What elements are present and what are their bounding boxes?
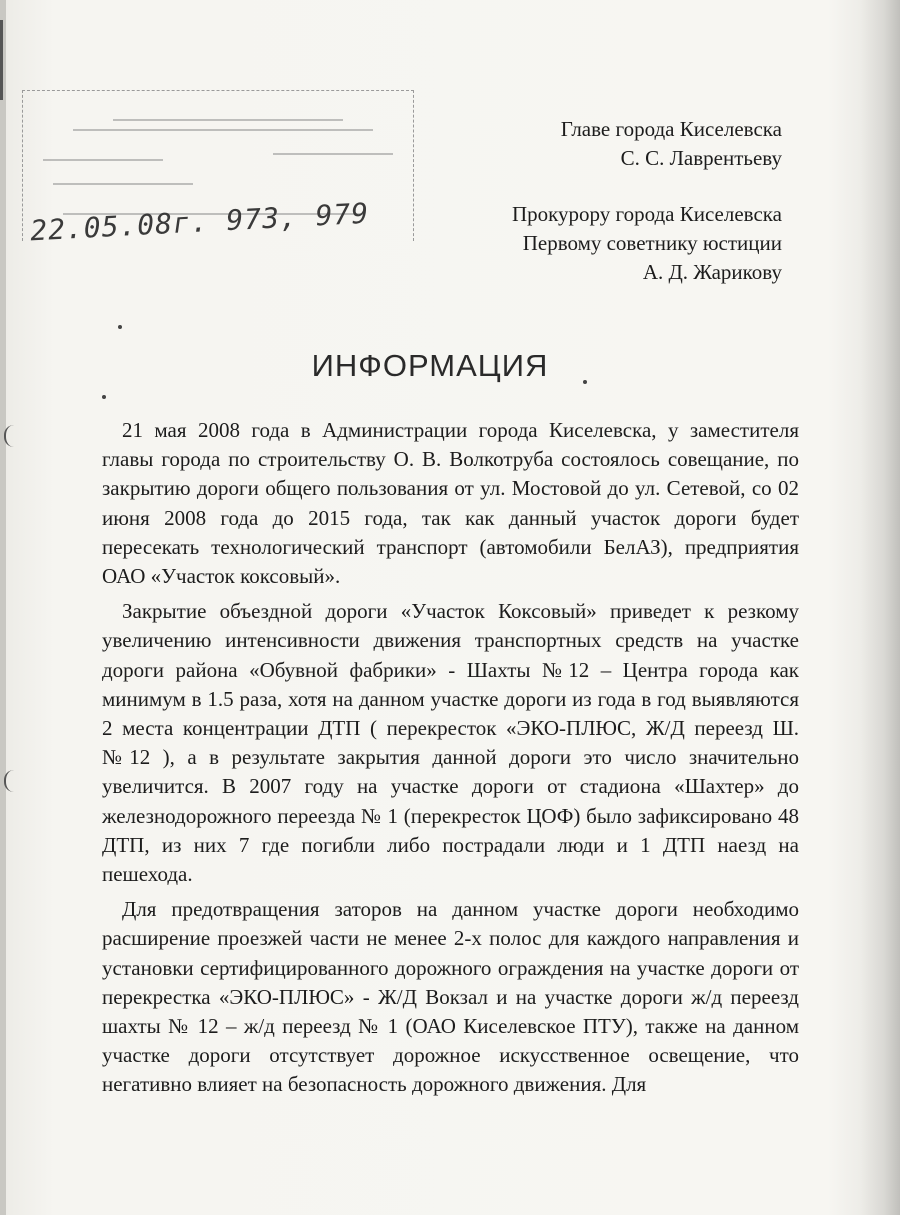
scan-mark — [4, 425, 16, 447]
paragraph: Для предотвращения заторов на данном участке дороги необходимо расширение проезжей части не менее 2-х полос для каждого направления и установки сертифицированного дорожного ограждения на участке дороги от перекрестка «ЭКО-ПЛЮС» - Ж/Д Вокзал и на участке дороги ж/д переезд шахты № 12 – ж/д переезд № 1 (ОАО Киселевское ПТУ), также на данном участке дороги отсутствует дорожное искусственное освещение, что негативно влияет на безопасность дорожного движения. Для — [102, 897, 799, 1097]
addressee-line: С. С. Лаврентьеву — [620, 146, 782, 170]
addressee-prosecutor — [512, 200, 782, 287]
addressee-line: Прокурору города Киселевска — [511, 202, 782, 226]
addressee-line: Первому советнику юстиции — [522, 231, 782, 255]
paragraph: Закрытие объездной дороги «Участок Коксовый» приведет к резкому увеличению интенсивности движения транспортных средств на участке дороги района «Обувной фабрики» - Шахты №12 – Центра города как минимум в 1.5 раза, хотя на данном участке дороги из года в год выявляются 2 места концентрации ДТП ( перекресток «ЭКО-ПЛЮС, Ж/Д переезд Ш.№12 ), а в результате закрытия данной дороги это число значительно увеличится. В 2007 году на участке дороги от стадиона «Шахтер» до железнодорожного переезда № 1 (перекресток ЦОФ) было зафиксировано 48 ДТП, из них 7 где погибли либо пострадали люди и 1 ДТП наезд на пешехода. — [102, 599, 799, 887]
addressee-line: Главе города Киселевска — [560, 117, 782, 141]
addressee-line: А. Д. Жарикову — [642, 260, 782, 284]
document-body — [102, 416, 799, 1106]
stamp-handwritten-date: 22.05.08г. 973, 979 — [29, 196, 370, 248]
paragraph: 21 мая 2008 года в Администрации города Киселевска, у заместителя главы города по строительству О. В. Волкотруба состоялось совещание, по закрытию дороги общего пользования от ул. Мостовой до ул. Сетевой, со 02 июня 2008 года до 2015 года, так как данный участок дороги будет пересекать технологический транспорт (автомобили БелАЗ), предприятия ОАО «Участок коксовый». — [102, 418, 799, 589]
scan-edge-right — [860, 0, 900, 1215]
scan-edge-left — [0, 0, 6, 1215]
scan-speck — [102, 395, 106, 399]
addressee-mayor — [561, 115, 782, 173]
document-title: ИНФОРМАЦИЯ — [311, 348, 549, 383]
scan-mark — [0, 20, 17, 100]
scan-speck — [583, 380, 587, 384]
scan-mark — [4, 770, 16, 792]
scan-speck — [118, 325, 122, 329]
